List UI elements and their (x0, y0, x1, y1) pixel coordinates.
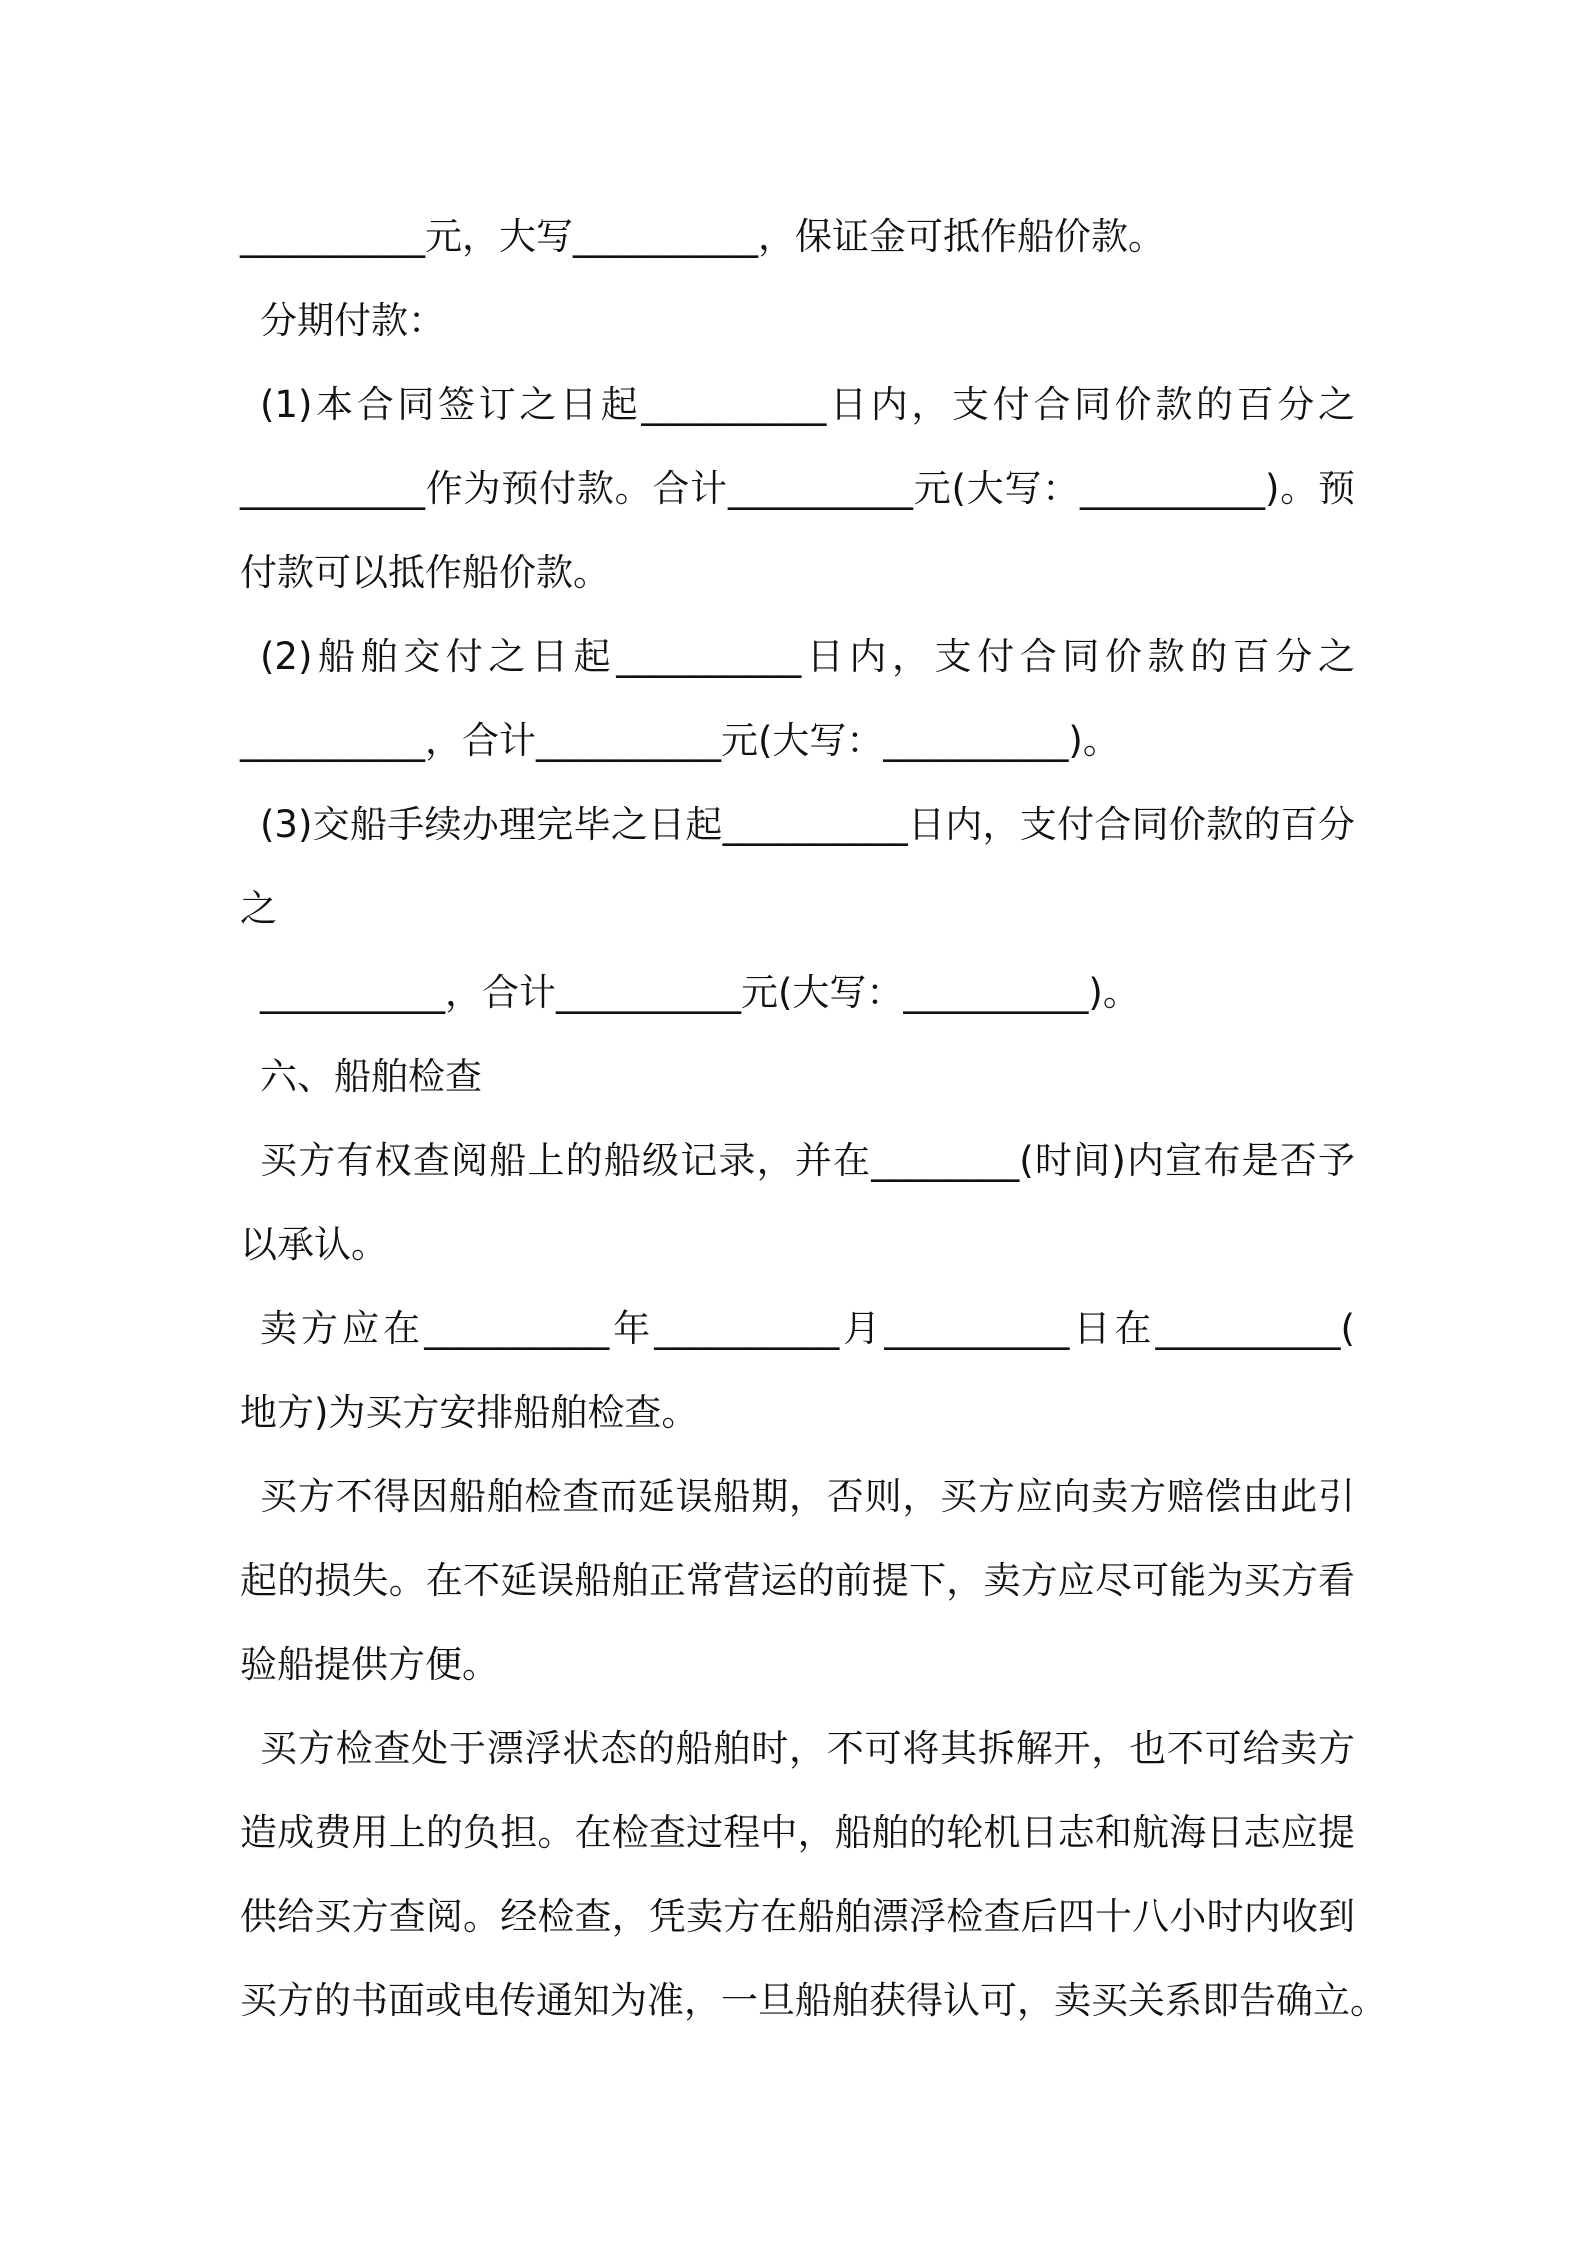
section-heading: 六、船舶检查 (260, 1055, 482, 1098)
text-line: 付款可以抵作船价款。 (240, 551, 610, 594)
text-line: 地方)为买方安排船舶检查。 (240, 1391, 699, 1434)
text-line: (3)交船手续办理完毕之日起__________日内，支付合同价款的百分 (260, 803, 1355, 846)
text-line: __________，合计__________元(大写：__________)。 (260, 971, 1140, 1014)
text-line: __________，合计__________元(大写：__________)。 (240, 719, 1120, 762)
text-line: 起的损失。在不延误船舶正常营运的前提下，卖方应尽可能为买方看 (240, 1559, 1355, 1602)
text-line: 供给买方查阅。经检查，凭卖方在船舶漂浮检查后四十八小时内收到 (240, 1895, 1355, 1938)
text-line: (1)本合同签订之日起__________日内，支付合同价款的百分之 (260, 383, 1355, 426)
text-line: 买方的书面或电传通知为准，一旦船舶获得认可，卖买关系即告确立。 (240, 1979, 1387, 2022)
text-line: 买方不得因船舶检查而延误船期，否则，买方应向卖方赔偿由此引 (260, 1475, 1355, 1518)
text-line: __________作为预付款。合计__________元(大写：__________)。预 (240, 467, 1355, 510)
text-line: __________元，大写__________，保证金可抵作船价款。 (240, 215, 1165, 258)
text-line: 买方检查处于漂浮状态的船舶时，不可将其拆解开，也不可给卖方 (260, 1727, 1355, 1770)
text-line: (2)船舶交付之日起__________日内，支付合同价款的百分之 (260, 635, 1355, 678)
text-line: 分期付款： (260, 299, 445, 342)
text-line: 验船提供方便。 (240, 1643, 499, 1686)
document-body (240, 195, 1387, 2043)
text-line: 以承认。 (240, 1223, 388, 1266)
text-line: 买方有权查阅船上的船级记录，并在________(时间)内宣布是否予 (260, 1139, 1355, 1182)
text-line: 之 (240, 887, 277, 930)
text-line: 卖方应在__________年__________月__________日在__________( (260, 1307, 1355, 1350)
text-line: 造成费用上的负担。在检查过程中，船舶的轮机日志和航海日志应提 (240, 1811, 1355, 1854)
